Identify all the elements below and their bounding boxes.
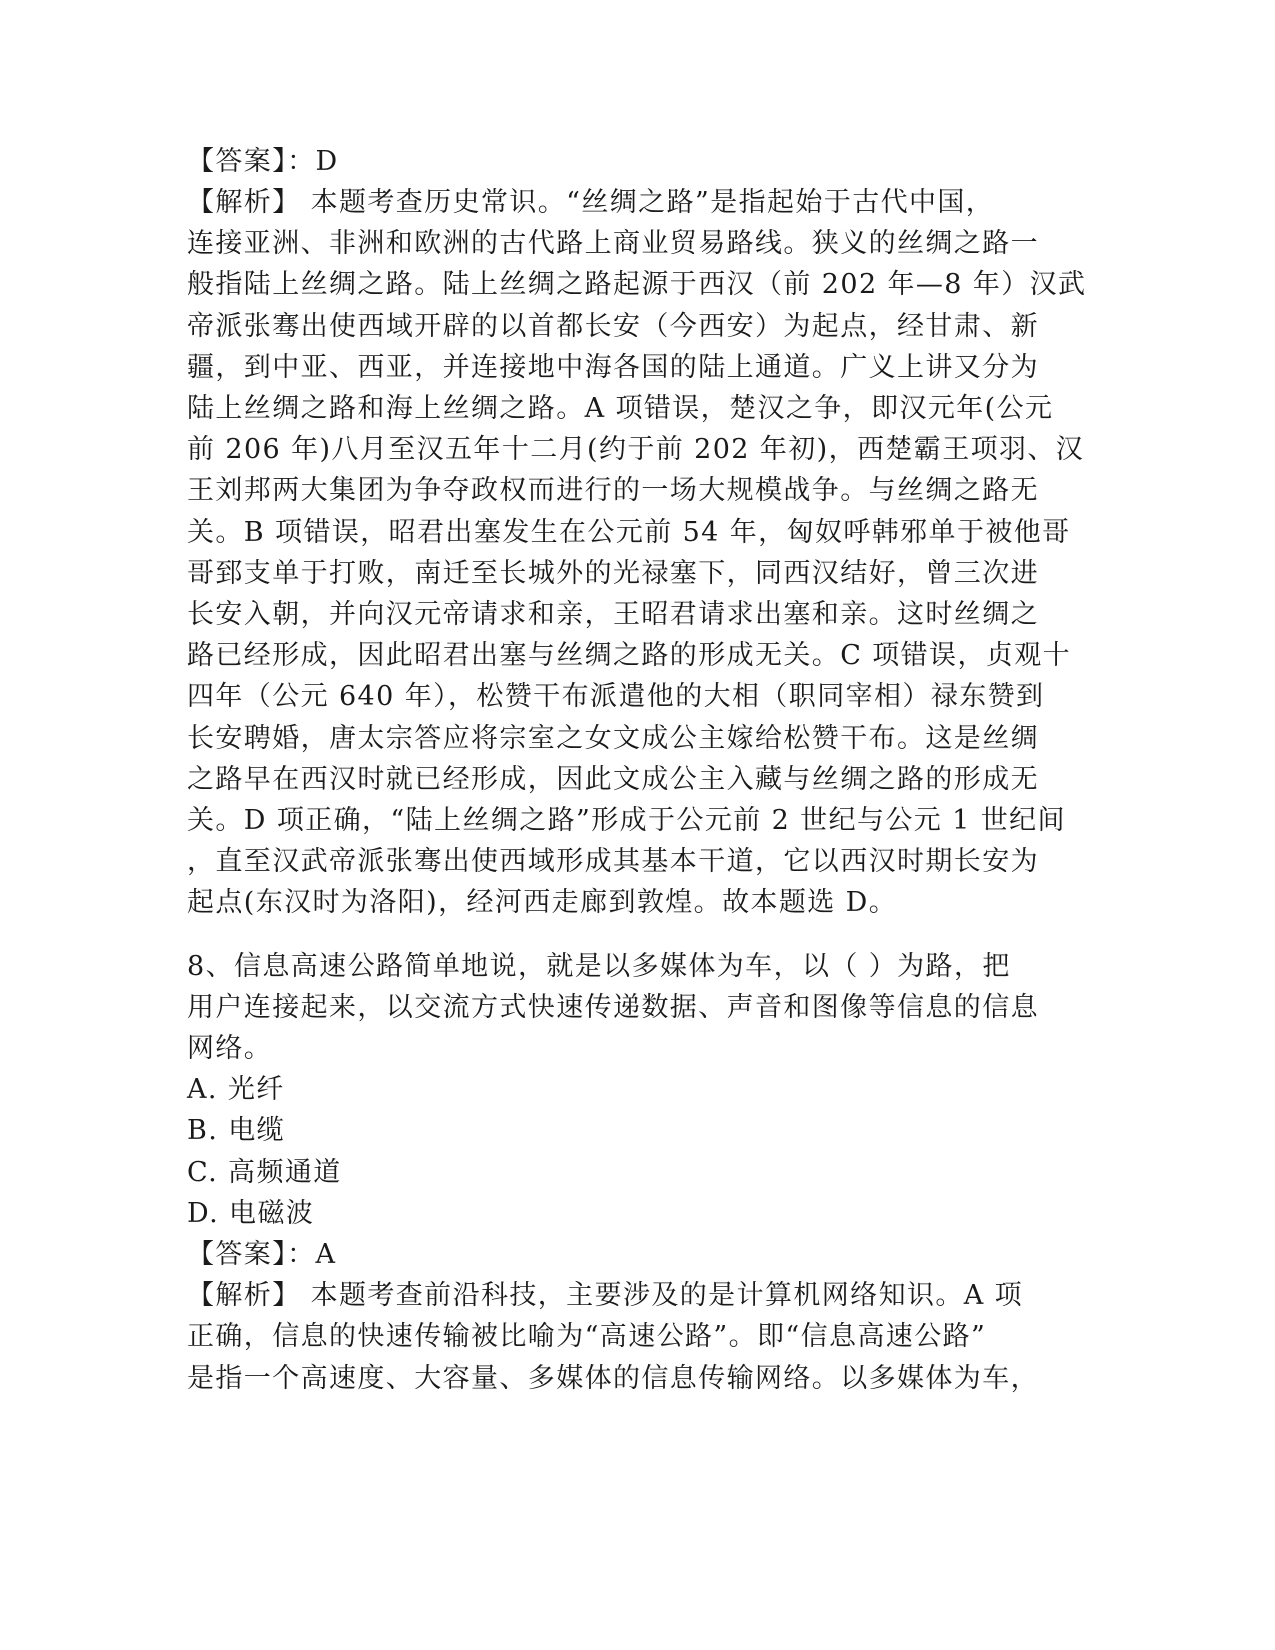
q8-question-line: 用户连接起来，以交流方式快速传递数据、声音和图像等信息的信息: [187, 992, 1039, 1023]
q7-answer: 【答案】：D: [187, 146, 339, 177]
q8-analysis-line: 【解析】 本题考查前沿科技，主要涉及的是计算机网络知识。A 项: [187, 1280, 1024, 1311]
q7-analysis-line: 般指陆上丝绸之路。陆上丝绸之路起源于西汉（前 202 年—8 年）汉武: [187, 269, 1087, 300]
q8-answer: 【答案】：A: [187, 1239, 337, 1270]
q7-analysis-line: 帝派张骞出使西域开辟的以首都长安（今西安）为起点，经甘肃、新: [187, 311, 1039, 342]
q7-analysis-line: 四年（公元 640 年），松赞干布派遣他的大相（职同宰相）禄东赞到: [187, 681, 1045, 712]
q7-analysis-line: 长安聘婚，唐太宗答应将宗室之女文成公主嫁给松赞干布。这是丝绸: [187, 723, 1039, 754]
q8-option-c: C. 高频通道: [187, 1157, 342, 1188]
q7-analysis-line: 哥郅支单于打败，南迁至长城外的光禄塞下，同西汉结好，曾三次进: [187, 558, 1039, 589]
q8-question-line: 网络。: [187, 1033, 273, 1064]
q7-analysis-line: 陆上丝绸之路和海上丝绸之路。A 项错误，楚汉之争，即汉元年(公元: [187, 393, 1054, 424]
q7-analysis-line: 【解析】 本题考查历史常识。“丝绸之路”是指起始于古代中国，: [187, 187, 995, 218]
q7-analysis-line: 路已经形成，因此昭君出塞与丝绸之路的形成无关。C 项错误，贞观十: [187, 640, 1072, 671]
q7-analysis-line: 之路早在西汉时就已经形成，因此文成公主入藏与丝绸之路的形成无: [187, 764, 1039, 795]
q7-analysis-line: 疆，到中亚、西亚，并连接地中海各国的陆上通道。广义上讲又分为: [187, 352, 1039, 383]
q8-option-b: B. 电缆: [187, 1115, 286, 1146]
q7-analysis-line: 王刘邦两大集团为争夺政权而进行的一场大规模战争。与丝绸之路无: [187, 475, 1039, 506]
q7-analysis-line: 关。D 项正确，“陆上丝绸之路”形成于公元前 2 世纪与公元 1 世纪间: [187, 805, 1066, 836]
q8-option-d: D. 电磁波: [187, 1198, 315, 1229]
q7-analysis-line: 连接亚洲、非洲和欧洲的古代路上商业贸易路线。狭义的丝绸之路一: [187, 228, 1039, 259]
q8-option-a: A. 光纤: [187, 1074, 285, 1105]
q8-analysis-line: 是指一个高速度、大容量、多媒体的信息传输网络。以多媒体为车，: [187, 1363, 1039, 1394]
q7-analysis-line: 长安入朝，并向汉元帝请求和亲，王昭君请求出塞和亲。这时丝绸之: [187, 599, 1039, 630]
q7-analysis-line: 起点(东汉时为洛阳)，经河西走廊到敦煌。故本题选 D。: [187, 887, 898, 918]
q7-analysis-line: ，直至汉武帝派张骞出使西域形成其基本干道，它以西汉时期长安为: [187, 846, 1039, 877]
q8-question-line: 8、信息高速公路简单地说，就是以多媒体为车，以（ ）为路，把: [187, 951, 1011, 982]
q8-analysis-line: 正确，信息的快速传输被比喻为“高速公路”。即“信息高速公路”: [187, 1321, 987, 1352]
q7-analysis-line: 前 206 年)八月至汉五年十二月(约于前 202 年初)，西楚霸王项羽、汉: [187, 434, 1085, 465]
q7-analysis-line: 关。B 项错误，昭君出塞发生在公元前 54 年，匈奴呼韩邪单于被他哥: [187, 517, 1071, 548]
